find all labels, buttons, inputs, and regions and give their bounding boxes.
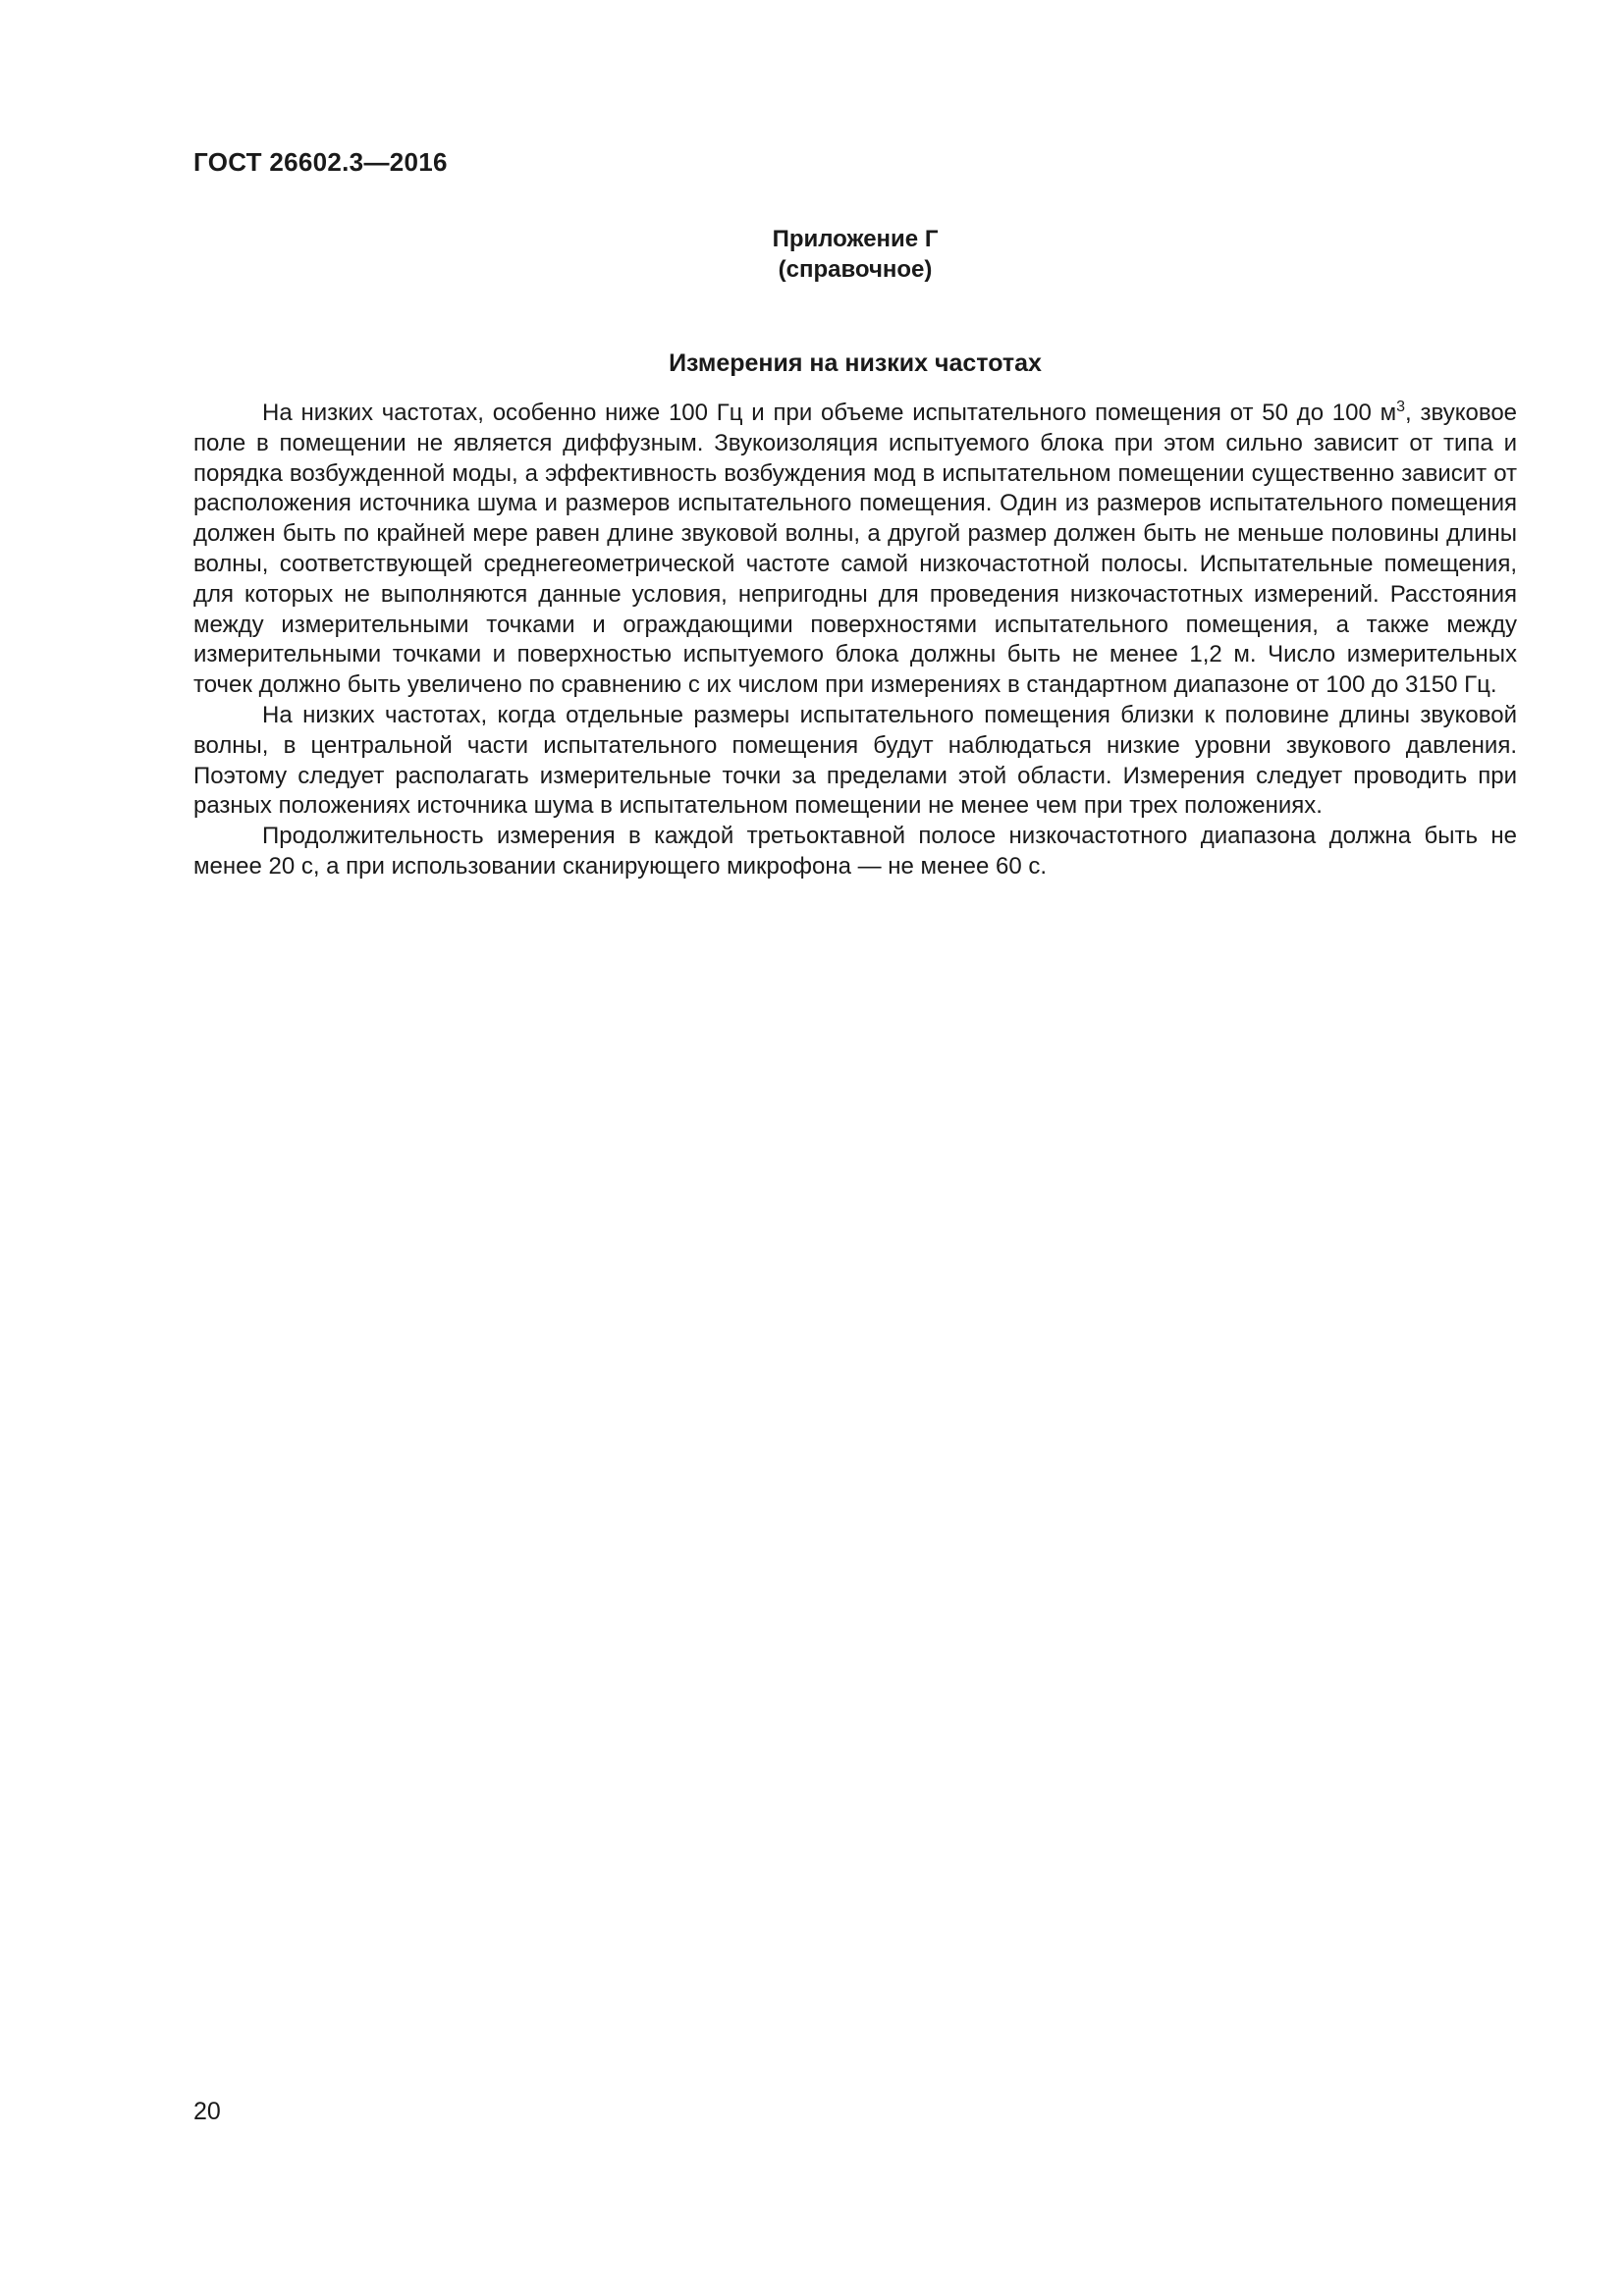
section-title: Измерения на низких частотах xyxy=(669,349,1042,377)
page-number: 20 xyxy=(193,2098,221,2125)
paragraph-2: На низких частотах, когда отдельные размеры испытательного помещения близки к половине длины звуковой волны, в центральной части испытательного помещения будут наблюдаться низкие уровни звукового давления. Поэтому следует располагать измерительные точки за пределами этой области. Измерения следует проводить при разных положениях источника шума в испытательном помещении не менее чем при трех положениях. xyxy=(193,701,1517,820)
body-text xyxy=(193,399,1517,882)
appendix-title: Приложение Г xyxy=(772,226,939,252)
paragraph-1-start: На низких частотах, особенно ниже 100 Гц и при объеме испытательного помещения от 50 до 100 м xyxy=(262,400,1397,426)
superscript-cubic: 3 xyxy=(1396,399,1406,415)
paragraph-1 xyxy=(193,399,1517,701)
appendix-status: (справочное) xyxy=(778,256,933,283)
paragraph-3: Продолжительность измерения в каждой третьоктавной полосе низкочастотного диапазона должна быть не менее 20 с, а при использовании сканирующего микрофона — не менее 60 с. xyxy=(193,823,1517,880)
paragraph-1-rest: , звуковое поле в помещении не является диффузным. Звукоизоляция испытуемого блока при этом сильно зависит от типа и порядка возбужденной моды, а эффективность возбуждения мод в испытательном помещении существенно зависит от расположения источника шума и размеров испытательного помещения. Один из размеров испытательного помещения должен быть по крайней мере равен длине звуковой волны, а другой размер должен быть не меньше половины длины волны, соответствующей среднегеометрической частоте самой низкочастотной полосы. Испытательные помещения, для которых не выполняются данные условия, непригодны для проведения низкочастотных измерений. Расстояния между измерительными точками и ограждающими поверхностями испытательного помещения, а также между измерительными точками и поверхностью испытуемого блока должны быть не менее 1,2 м. Число измерительных точек должно быть увеличено по сравнению с их числом при измерениях в стандартном диапазоне от 100 до 3150 Гц. xyxy=(193,400,1518,699)
appendix-heading xyxy=(193,224,1517,285)
document-code-header: ГОСТ 26602.3—2016 xyxy=(193,147,448,177)
